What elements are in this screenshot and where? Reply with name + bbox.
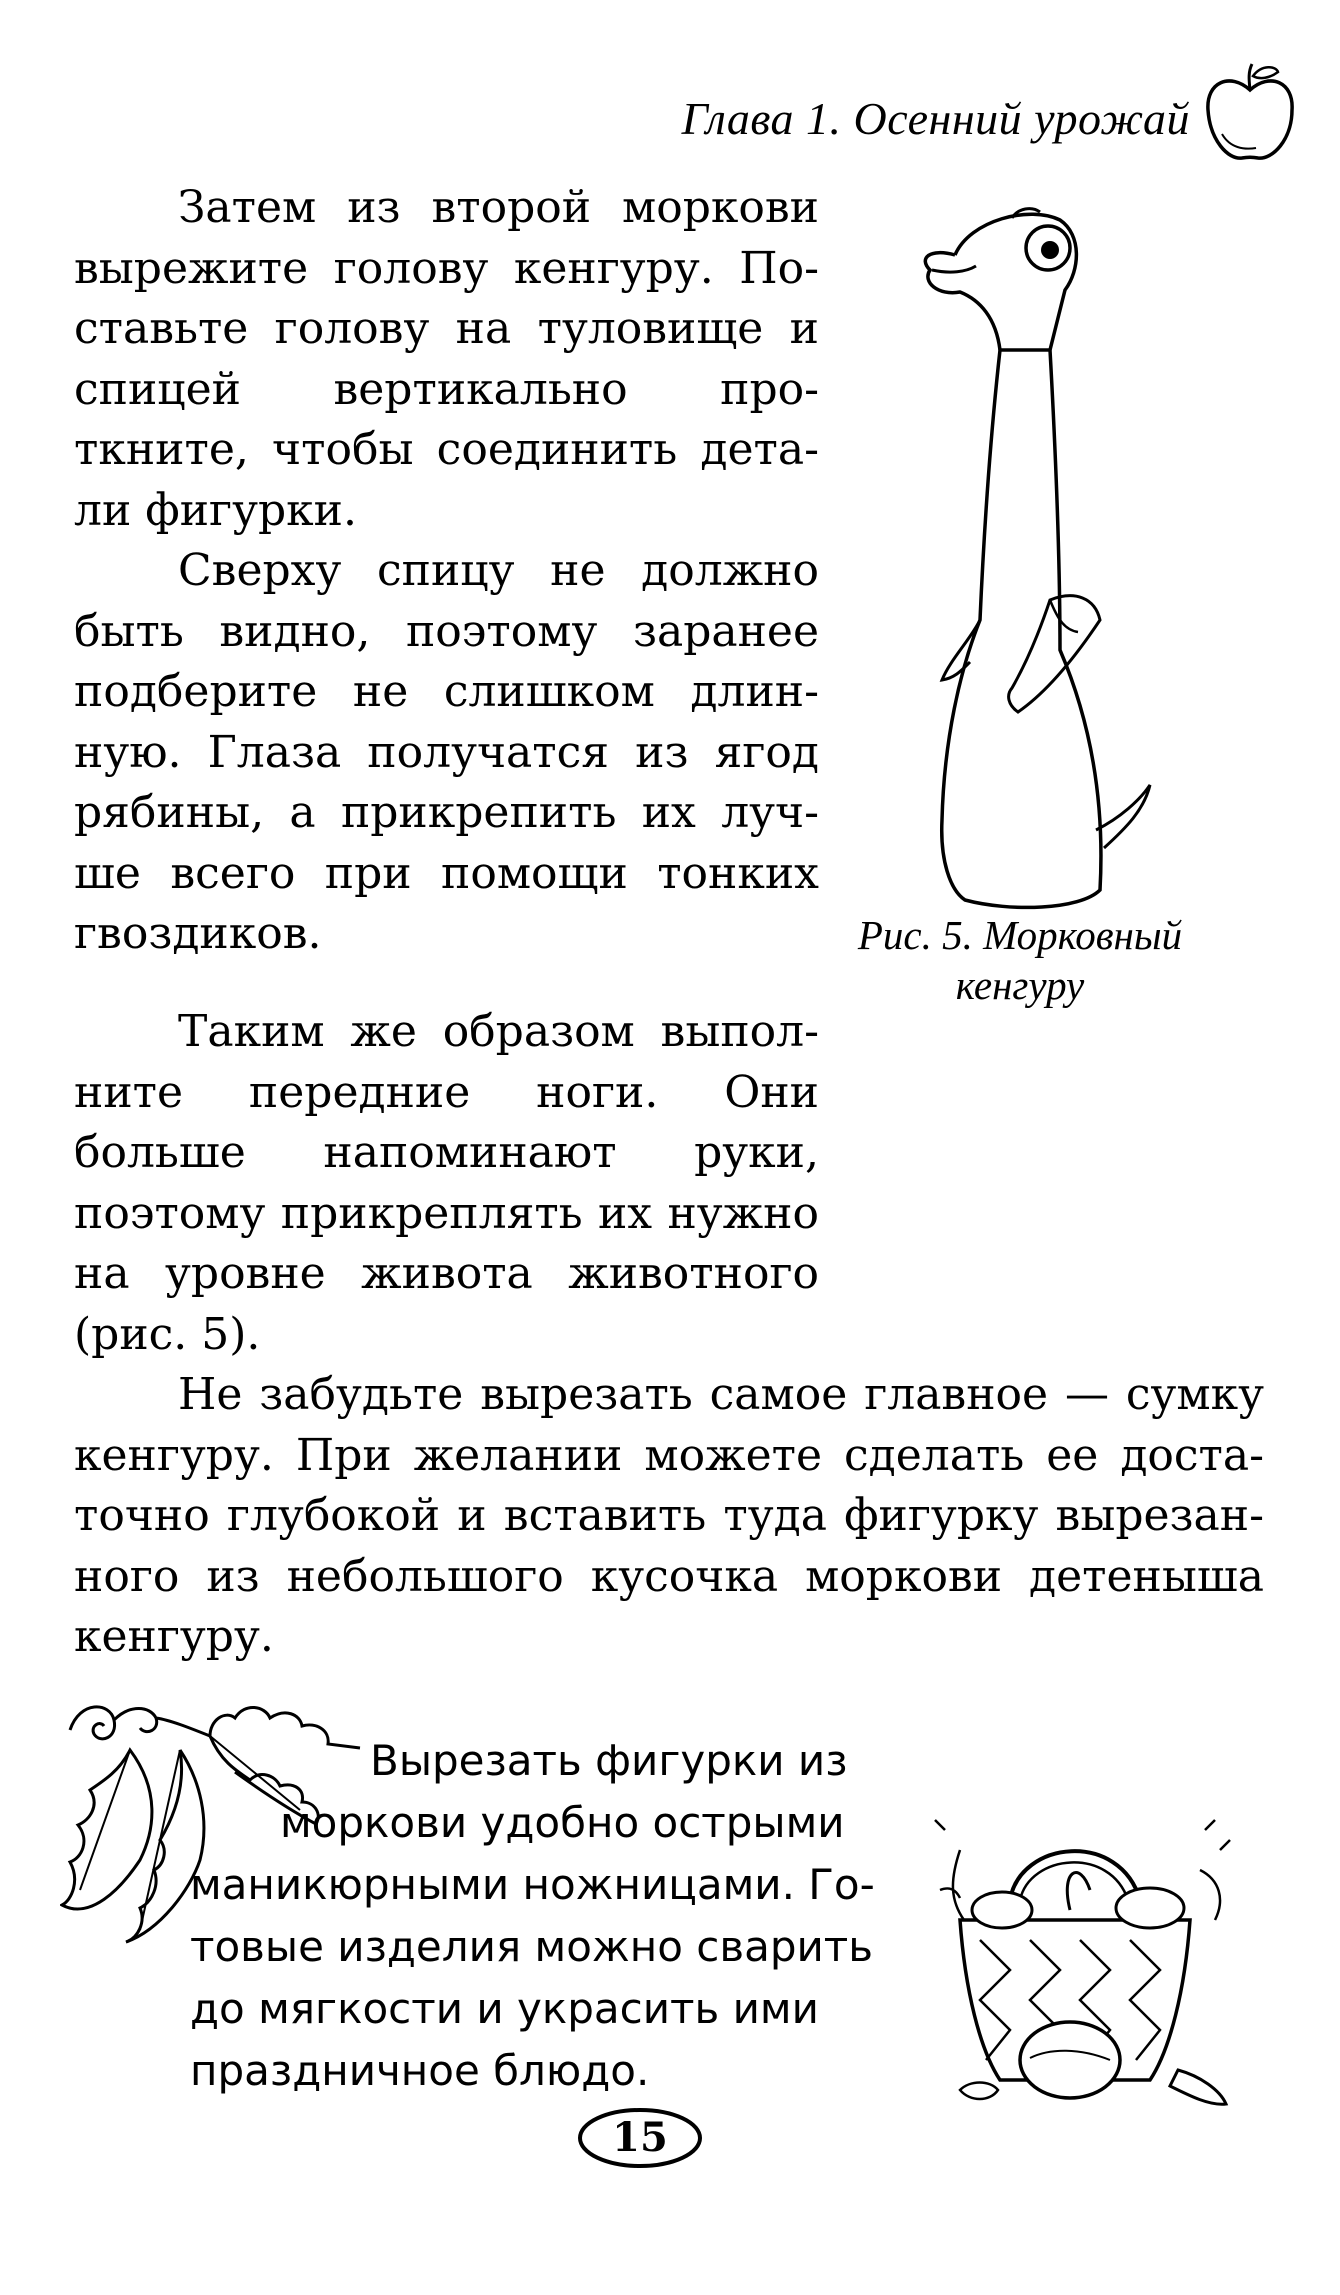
tip-box <box>60 1690 1280 2150</box>
running-header: Глава 1. Осенний урожай <box>681 93 1190 144</box>
figure-caption-line-2: кенгуру <box>955 962 1085 1008</box>
tip-line-6: праздничное блюдо. <box>190 2046 650 2095</box>
paragraph-4: Не забудьте вырезать самое главное — сумку кенгуру. При желании можете сделать ее достаточно глубокой и вставить туда фигурку вырезанного из небольшого кусочка моркови детеныша кенгуру. <box>74 1369 1264 1662</box>
page-number-label: 15 <box>612 2114 668 2161</box>
tip-line-4: товые изделия можно сварить <box>190 1922 874 1971</box>
tip-line-5: до мягкости и украсить ими <box>190 1984 819 2033</box>
paragraph-3: Таким же образом выполните передние ноги. Они больше напоминают руки, поэтому прикреплять их нужно на уровне живота животного (рис. 5). <box>74 1006 819 1360</box>
paragraph-2: Сверху спицу не должно быть видно, поэтому заранее подберите не слишком длинную. Глаза получатся из ягод рябины, а прикрепить их лучше всего при помощи тонких гвоздиков. <box>74 545 819 959</box>
vegetable-basket-illustration <box>920 1790 1250 2120</box>
carrot-kangaroo-figure <box>900 200 1190 920</box>
page-number <box>575 2105 705 2171</box>
tip-line-1: Вырезать фигурки из <box>370 1736 848 1785</box>
text-column-full <box>74 1002 1264 1668</box>
apple-icon <box>1200 60 1300 170</box>
tip-line-2: моркови удобно острыми <box>280 1798 845 1847</box>
figure-caption <box>810 910 1230 1010</box>
text-column-narrow <box>74 178 819 965</box>
paragraph-1: Затем из второй моркови вырежите голову кенгуру. Поставьте голову на туловище и спицей вертикально проткните, чтобы соединить детали фигурки. <box>74 182 819 536</box>
figure-caption-line-1: Рис. 5. Морковный <box>857 912 1183 958</box>
tip-text <box>180 1730 940 2102</box>
tip-line-3: маникюрными ножницами. Го- <box>190 1860 875 1909</box>
